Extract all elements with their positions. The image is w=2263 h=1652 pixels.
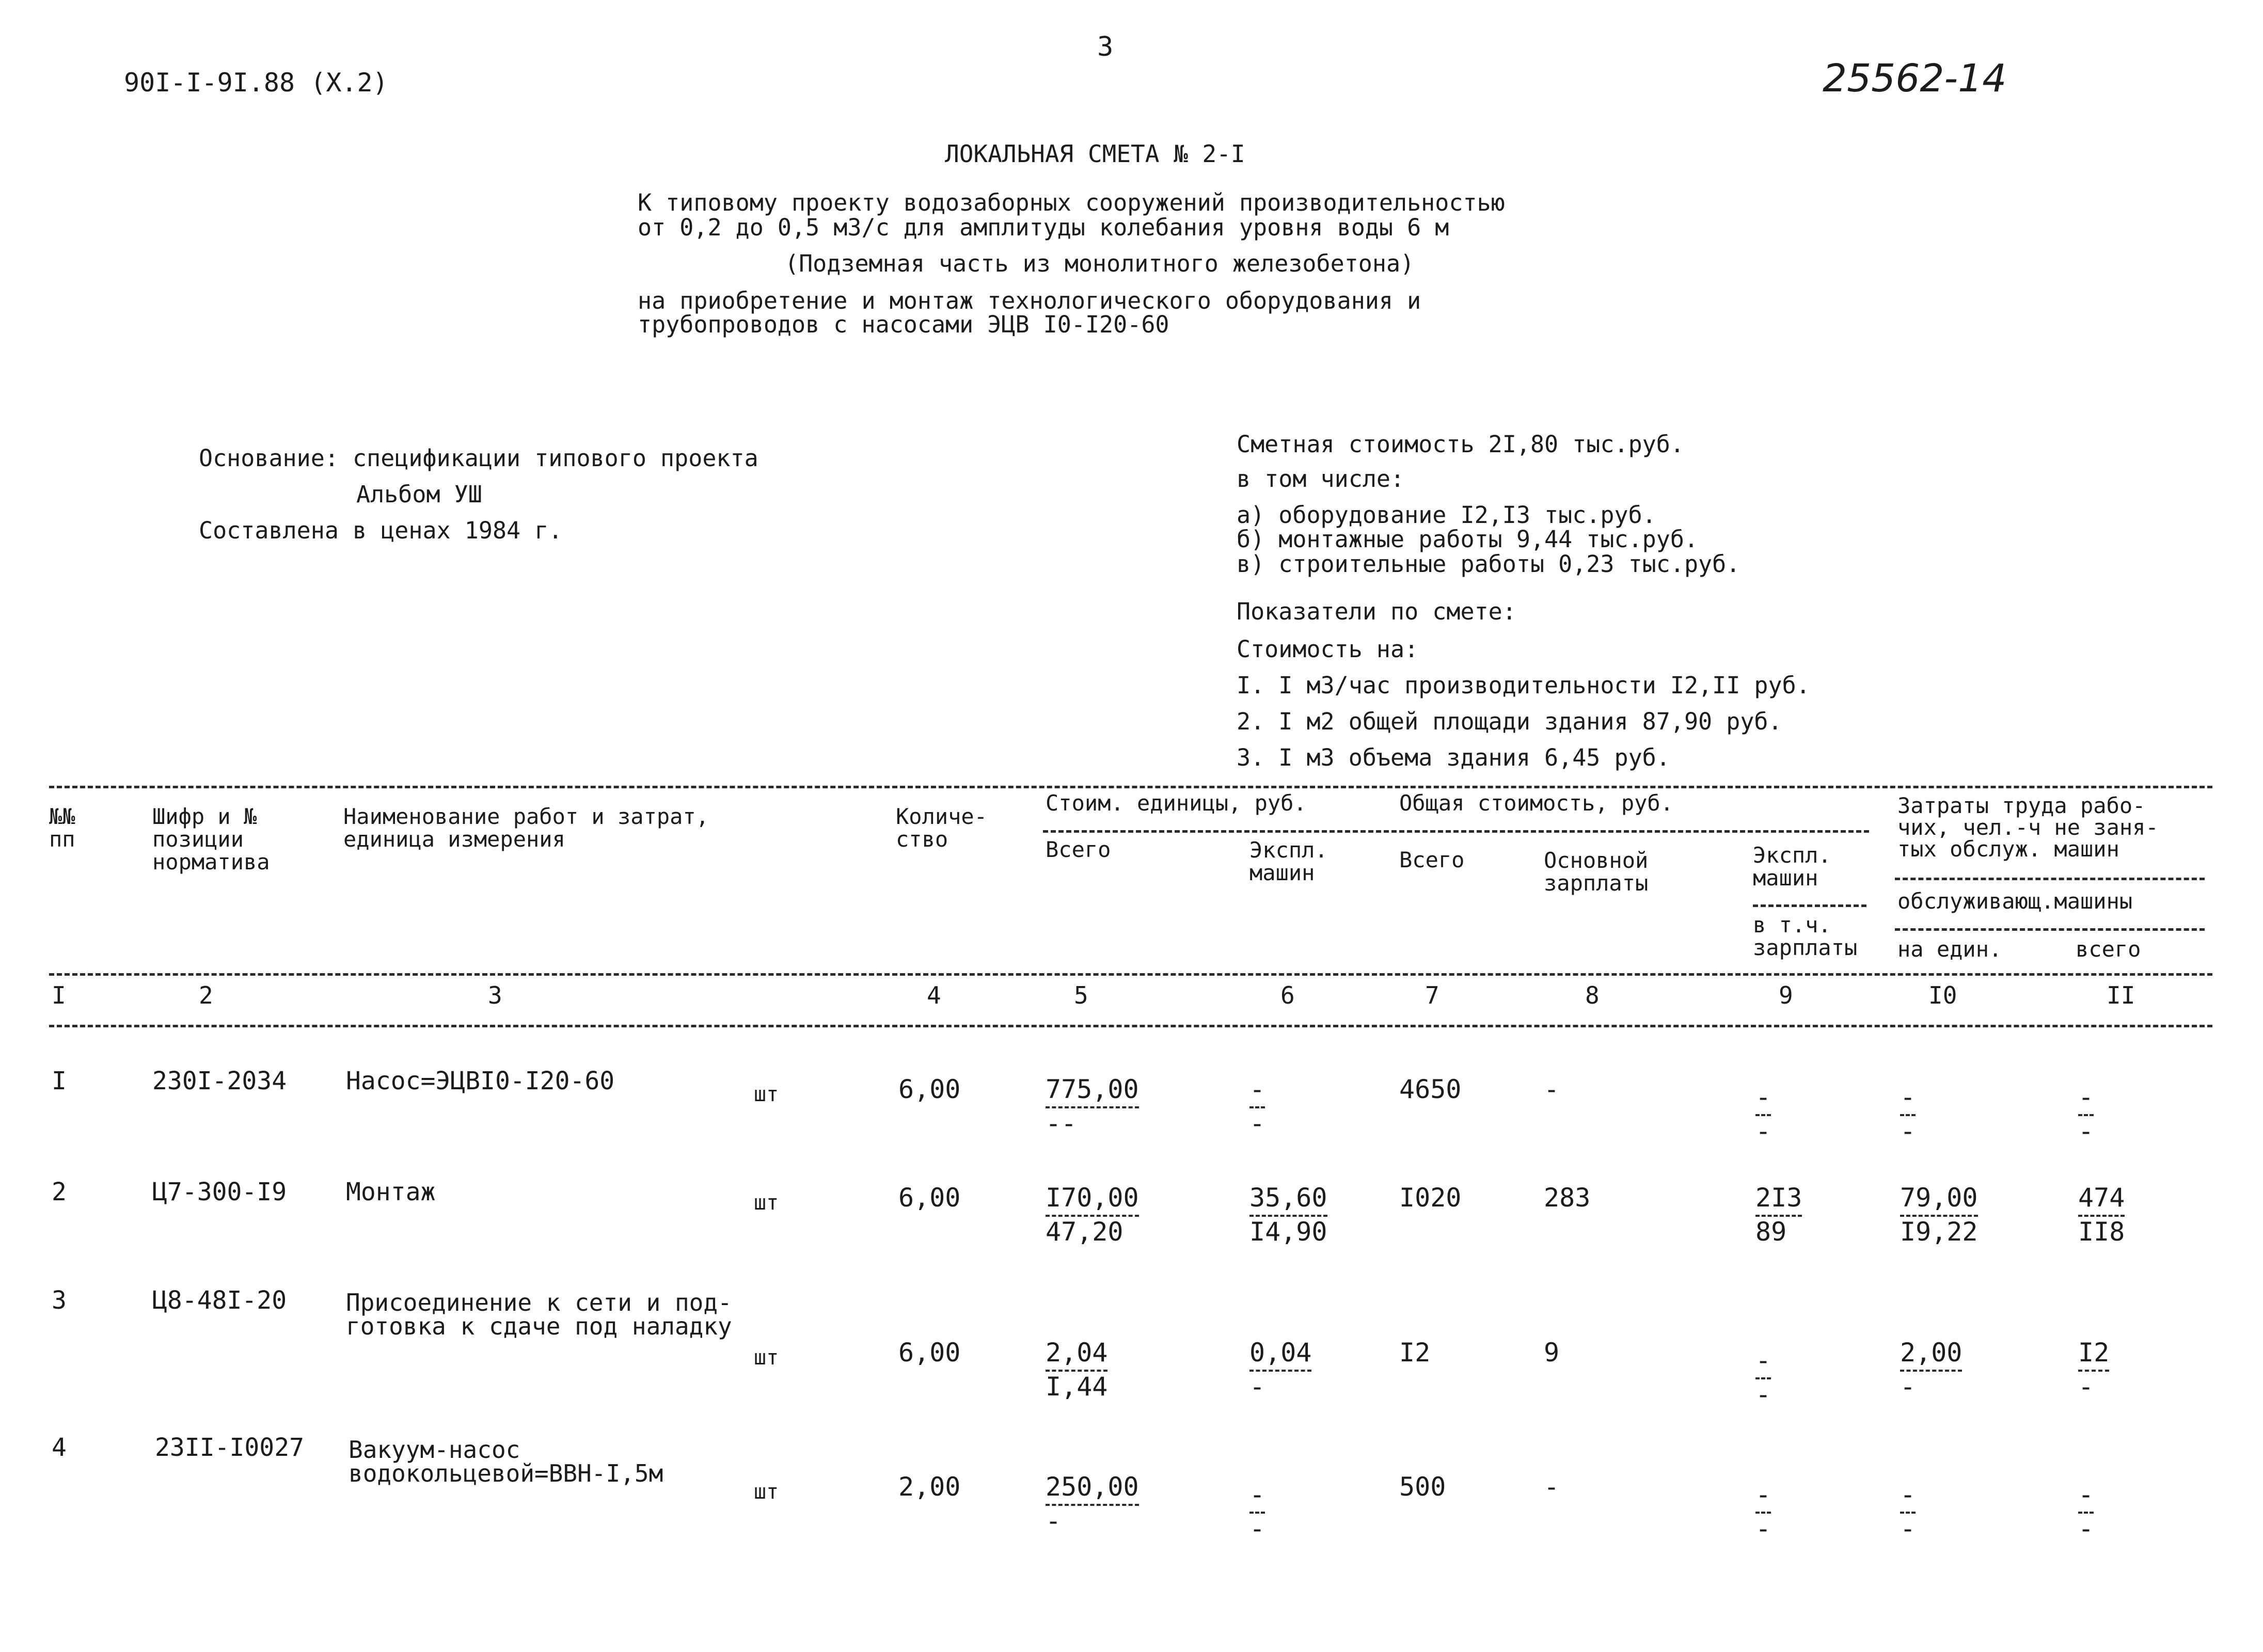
cost-per-label: Стоимость на: xyxy=(1237,636,1419,663)
header-labor-group: Затраты труда рабо- чих, чел.-ч не заня- тых обслуж. машин xyxy=(1897,793,2159,862)
row-unit-cost-machines: $\frac{35,60}{I4,90}$ xyxy=(1249,1183,1327,1247)
table-top-rule xyxy=(49,786,2212,788)
header-group-rule xyxy=(1043,830,1869,833)
row-code: 230I-2034 xyxy=(152,1067,287,1095)
column-numbers-rule xyxy=(49,1025,2212,1027)
col-header-total: Всего xyxy=(1399,847,1465,872)
row-labor-total: I2 - xyxy=(2078,1338,2110,1402)
col-header-base-salary: Основной зарплаты xyxy=(1544,848,1649,896)
row-total-cost: I2 xyxy=(1399,1338,1431,1368)
sheet-code: 25562-14 xyxy=(1823,56,2007,101)
column-number: I xyxy=(52,981,66,1009)
column-number: 6 xyxy=(1280,981,1295,1009)
column-number: 2 xyxy=(199,981,213,1009)
header-total-cost-group: Общая стоимость, руб. xyxy=(1399,790,1674,816)
row-labor-per-unit: - - xyxy=(1900,1480,1916,1544)
basis-line-2: Альбом УШ xyxy=(356,481,482,508)
column-number: 5 xyxy=(1074,981,1088,1009)
row-exploitation: - - xyxy=(1755,1082,1771,1146)
row-base-salary: 9 xyxy=(1544,1338,1560,1368)
title-line-3: (Подземная часть из монолитного железобетона) xyxy=(785,250,1415,277)
row-base-salary: - xyxy=(1544,1472,1560,1502)
row-base-salary: 283 xyxy=(1544,1183,1591,1213)
column-number: 7 xyxy=(1425,981,1439,1009)
project-code: 90I-I-9I.88 (X.2) xyxy=(124,68,388,98)
col-header-labor-total: всего xyxy=(2076,936,2141,962)
estimate-cost: Сметная стоимость 2I,80 тыс.руб. xyxy=(1237,431,1684,458)
header-labor-sub: обслуживающ.машины xyxy=(1897,888,2133,914)
col-header-unit-machines: Экспл. машин xyxy=(1249,837,1328,886)
row-labor-per-unit: $\frac{79,00}{I9,22}$ xyxy=(1900,1183,1978,1247)
row-labor-total: - - xyxy=(2078,1082,2094,1146)
row-name: Монтаж xyxy=(346,1178,436,1206)
col-header-code: Шифр и № позиции норматива xyxy=(152,804,270,875)
row-total-cost: 4650 xyxy=(1399,1074,1462,1104)
title-line-1: К типовому проекту водозаборных сооружений производительностью xyxy=(638,189,1505,216)
page-number: 3 xyxy=(1097,31,1114,62)
row-exploitation: - - xyxy=(1755,1480,1771,1544)
row-exploitation: $\frac{2I3}{89}$ xyxy=(1755,1183,1802,1247)
cost-equipment: а) оборудование I2,I3 тыс.руб. xyxy=(1237,501,1656,529)
column-number: 9 xyxy=(1779,981,1793,1009)
labor-sub-rule xyxy=(1895,928,2205,931)
row-labor-per-unit: 2,00 - xyxy=(1900,1338,1963,1402)
row-name: Насос=ЭЦВI0-I20-60 xyxy=(346,1067,615,1095)
row-qty: 6,00 xyxy=(898,1074,961,1104)
row-no: 3 xyxy=(52,1286,67,1315)
title-line-2: от 0,2 до 0,5 м3/с для амплитуды колебания уровня воды 6 м xyxy=(638,214,1449,241)
exploitation-sub-rule xyxy=(1753,904,1866,907)
indicator-1: I. I м3/час производительности I2,II руб. xyxy=(1237,672,1810,699)
row-unit-cost-machines: 0,04 - xyxy=(1249,1338,1312,1402)
row-no: 4 xyxy=(52,1433,67,1462)
title-line-5: трубопроводов с насосами ЭЦВ I0-I20-60 xyxy=(638,311,1169,338)
row-name: Вакуум-насос водокольцевой=ВВН-I,5м xyxy=(349,1436,663,1487)
row-code: 23II-I0027 xyxy=(155,1433,304,1462)
col-header-name: Наименование работ и затрат, единица измерения xyxy=(343,804,709,852)
row-unit-cost-total: 775,00 -- xyxy=(1046,1074,1139,1138)
row-labor-per-unit: - - xyxy=(1900,1082,1916,1146)
row-no: 2 xyxy=(52,1178,67,1206)
row-qty: 6,00 xyxy=(898,1338,961,1368)
col-header-unit-total: Всего xyxy=(1046,837,1111,862)
row-qty: 2,00 xyxy=(898,1472,961,1502)
col-header-per-unit: на един. xyxy=(1897,936,2002,962)
row-unit-cost-total: 250,00 - xyxy=(1046,1472,1139,1536)
cost-installation: б) монтажные работы 9,44 тыс.руб. xyxy=(1237,526,1699,553)
indicator-2: 2. I м2 общей площади здания 87,90 руб. xyxy=(1237,708,1782,735)
basis-line-3: Составлена в ценах 1984 г. xyxy=(199,517,563,544)
row-total-cost: I020 xyxy=(1399,1183,1462,1213)
row-unit: шт xyxy=(754,1480,779,1504)
row-code: Ц7-300-I9 xyxy=(152,1178,287,1206)
title-line-4: на приобретение и монтаж технологического оборудования и xyxy=(638,287,1421,314)
column-number: I0 xyxy=(1928,981,1957,1009)
row-exploitation: - - xyxy=(1755,1345,1771,1409)
row-name: Присоединение к сети и под- готовка к сдаче под наладку xyxy=(346,1289,732,1340)
row-labor-total: - - xyxy=(2078,1480,2094,1544)
row-unit-cost-total: $\frac{I70,00}{47,20}$ xyxy=(1046,1183,1139,1247)
column-number: 8 xyxy=(1585,981,1600,1009)
row-code: Ц8-48I-20 xyxy=(152,1286,287,1315)
labor-group-rule xyxy=(1895,878,2205,880)
col-header-exploitation: Экспл. машин xyxy=(1753,843,1831,891)
document-heading: ЛОКАЛЬНАЯ СМЕТА № 2-I xyxy=(945,140,1245,168)
including-label: в том числе: xyxy=(1237,465,1405,493)
row-labor-total: $\frac{474}{II8}$ xyxy=(2078,1183,2125,1247)
row-unit-cost-total: $\frac{2,04}{I,44}$ xyxy=(1046,1338,1108,1402)
basis-line-1: Основание: спецификации типового проекта xyxy=(199,444,758,472)
header-bottom-rule xyxy=(49,973,2212,976)
row-unit: шт xyxy=(754,1083,779,1106)
row-qty: 6,00 xyxy=(898,1183,961,1213)
cost-construction: в) строительные работы 0,23 тыс.руб. xyxy=(1237,550,1740,578)
indicators-label: Показатели по смете: xyxy=(1237,598,1516,625)
column-number: II xyxy=(2107,981,2135,1009)
row-no: I xyxy=(52,1067,67,1095)
row-unit: шт xyxy=(754,1191,779,1215)
row-total-cost: 500 xyxy=(1399,1472,1446,1502)
row-unit-cost-machines: - - xyxy=(1249,1074,1265,1138)
row-unit-cost-machines: - - xyxy=(1249,1480,1265,1544)
indicator-3: 3. I м3 объема здания 6,45 руб. xyxy=(1237,744,1670,771)
row-unit: шт xyxy=(754,1346,779,1370)
row-base-salary: - xyxy=(1544,1074,1560,1104)
header-unit-cost-group: Стоим. единицы, руб. xyxy=(1046,790,1307,816)
col-header-qty: Количе- ство xyxy=(896,804,988,852)
column-number: 4 xyxy=(927,981,941,1009)
col-header-exploitation-salary: в т.ч. зарплаты xyxy=(1753,912,1858,961)
column-number: 3 xyxy=(488,981,502,1009)
col-header-no: №№ пп xyxy=(49,804,75,852)
